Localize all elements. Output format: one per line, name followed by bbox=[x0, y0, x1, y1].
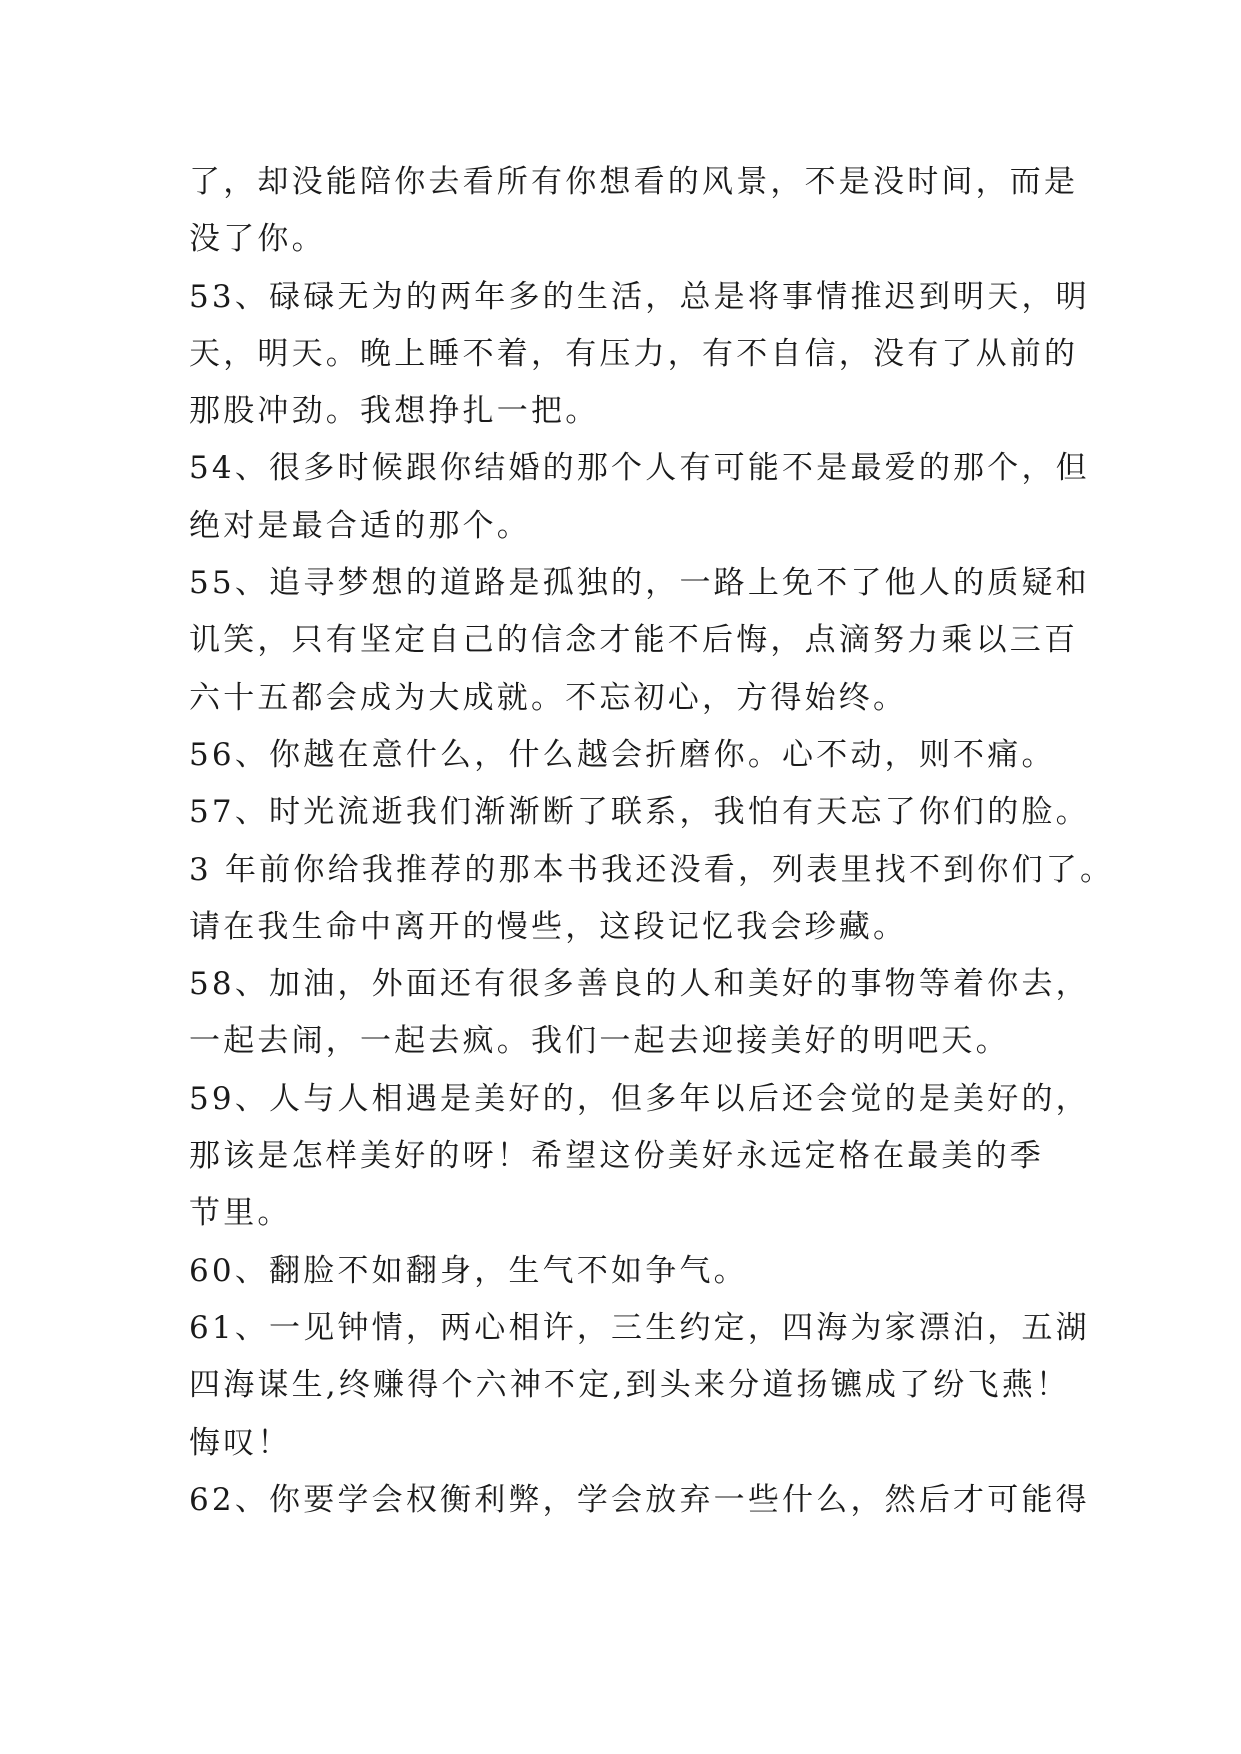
text-line: 那股冲劲。我想挣扎一把。 bbox=[189, 393, 600, 430]
text-line: 天，明天。晚上睡不着，有压力，有不自信，没有了从前的 bbox=[189, 335, 1079, 372]
text-line: 57、时光流逝我们渐渐断了联系，我怕有天忘了你们的脸。 bbox=[189, 794, 1090, 831]
text-line: 55、追寻梦想的道路是孤独的，一路上免不了他人的质疑和 bbox=[189, 565, 1090, 602]
text-line: 61、一见钟情，两心相许，三生约定，四海为家漂泊，五湖 bbox=[189, 1309, 1090, 1346]
text-line: 54、很多时候跟你结婚的那个人有可能不是最爱的那个，但 bbox=[189, 450, 1090, 487]
text-line: 讥笑，只有坚定自己的信念才能不后悔，点滴努力乘以三百 bbox=[189, 622, 1079, 659]
text-line: 请在我生命中离开的慢些，这段记忆我会珍藏。 bbox=[189, 908, 908, 945]
text-line: 3 年前你给我推荐的那本书我还没看，列表里找不到你们了。 bbox=[189, 851, 1115, 888]
text-line: 56、你越在意什么，什么越会折磨你。心不动，则不痛。 bbox=[189, 736, 1056, 773]
text-line: 没了你。 bbox=[189, 221, 326, 258]
text-line: 一起去闹，一起去疯。我们一起去迎接美好的明吧天。 bbox=[189, 1023, 1010, 1060]
text-line: 62、你要学会权衡利弊，学会放弃一些什么，然后才可能得 bbox=[189, 1481, 1090, 1518]
text-line: 60、翻脸不如翻身，生气不如争气。 bbox=[189, 1252, 748, 1289]
text-line: 四海谋生,终赚得个六神不定,到头来分道扬镳成了纷飞燕！ bbox=[189, 1367, 1071, 1404]
text-line: 节里。 bbox=[189, 1195, 292, 1232]
text-line: 59、人与人相遇是美好的，但多年以后还会觉的是美好的， bbox=[189, 1080, 1090, 1117]
text-line: 53、碌碌无为的两年多的生活，总是将事情推迟到明天，明 bbox=[189, 278, 1090, 315]
body-text bbox=[189, 154, 1115, 1529]
text-line: 了，却没能陪你去看所有你想看的风景，不是没时间，而是 bbox=[189, 164, 1079, 200]
text-line: 绝对是最合适的那个。 bbox=[189, 507, 531, 544]
text-line: 六十五都会成为大成就。不忘初心，方得始终。 bbox=[189, 679, 908, 716]
text-line: 悔叹！ bbox=[189, 1424, 292, 1461]
text-line: 58、加油，外面还有很多善良的人和美好的事物等着你去， bbox=[189, 966, 1090, 1003]
text-line: 那该是怎样美好的呀！希望这份美好永远定格在最美的季 bbox=[189, 1138, 1044, 1175]
